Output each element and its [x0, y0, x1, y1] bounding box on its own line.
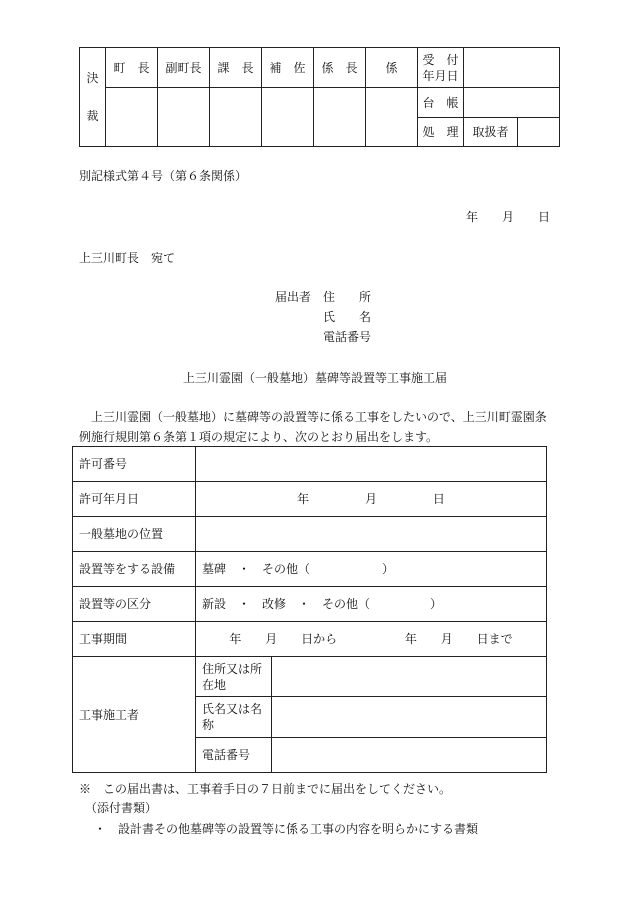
- received-date-value: [464, 48, 560, 88]
- category-label: 設置等の区分: [73, 587, 196, 622]
- contractor-address-label: 住所又は所 在地: [196, 657, 272, 697]
- attachments-heading: （添付書類）: [85, 801, 158, 815]
- body-line-2: 例施行規則第６条第１項の規定により、次のとおり届出をします。: [79, 430, 439, 444]
- main-form-table: [72, 446, 547, 773]
- form-title: 上三川霊園（一般墓地）墓碑等設置等工事施工届: [182, 371, 447, 385]
- period-field[interactable]: 年 月 日から 年 月 日まで: [196, 622, 547, 657]
- body-text: [79, 407, 549, 447]
- body-line-1: 上三川霊園（一般墓地）に墓碑等の設置等に係る工事をしたいので、上三川町霊園条: [91, 410, 547, 424]
- form-number: 別記様式第４号（第６条関係）: [79, 169, 248, 183]
- location-field[interactable]: [196, 517, 547, 552]
- addressee: 上三川町長 宛て: [79, 251, 176, 265]
- contractor-name-field[interactable]: [272, 697, 547, 738]
- stamp-deputy-mayor: [158, 88, 210, 147]
- handler-label: 取扱者: [464, 118, 518, 147]
- role-staff: 係: [366, 48, 418, 88]
- received-date-label: 受 付 年月日: [418, 48, 464, 88]
- applicant-phone-label: 電話番号: [323, 330, 372, 344]
- permit-number-label: 許可番号: [73, 447, 196, 482]
- applicant-name-label: 氏 名: [323, 310, 372, 324]
- ledger-value: [464, 88, 560, 118]
- role-deputy-mayor: 副町長: [158, 48, 210, 88]
- kessai-cell: [80, 48, 106, 147]
- ledger-label: 台 帳: [418, 88, 464, 118]
- location-label: 一般墓地の位置: [73, 517, 196, 552]
- applicant-address-label: 住 所: [323, 290, 372, 304]
- applicant-label: 届出者: [275, 290, 312, 304]
- approval-table: [79, 47, 560, 147]
- stamp-assistant: [262, 88, 314, 147]
- permit-date-field[interactable]: 年 月 日: [196, 482, 547, 517]
- stamp-section-chief: [210, 88, 262, 147]
- permit-number-field[interactable]: [196, 447, 547, 482]
- role-sub-chief: 係 長: [314, 48, 366, 88]
- handler-value: [518, 118, 560, 147]
- contractor-name-label: 氏名又は名 称: [196, 697, 272, 738]
- period-label: 工事期間: [73, 622, 196, 657]
- contractor-phone-field[interactable]: [272, 738, 547, 773]
- contractor-phone-label: 電話番号: [196, 738, 272, 773]
- processing-label: 処 理: [418, 118, 464, 147]
- equipment-options[interactable]: 墓碑 ・ その他（ ）: [196, 552, 547, 587]
- role-assistant: 補 佐: [262, 48, 314, 88]
- contractor-label: 工事施工者: [73, 657, 196, 773]
- stamp-staff: [366, 88, 418, 147]
- role-mayor: 町 長: [106, 48, 158, 88]
- kessai-char-1: 決: [86, 71, 99, 85]
- role-section-chief: 課 長: [210, 48, 262, 88]
- permit-date-label: 許可年月日: [73, 482, 196, 517]
- submission-date: 年 月 日: [466, 210, 551, 224]
- stamp-mayor: [106, 88, 158, 147]
- equipment-label: 設置等をする設備: [73, 552, 196, 587]
- attachment-item: ・ 設計書その他墓碑等の設置等に係る工事の内容を明らかにする書類: [94, 822, 479, 836]
- contractor-address-field[interactable]: [272, 657, 547, 697]
- stamp-sub-chief: [314, 88, 366, 147]
- deadline-note: ※ この届出書は、工事着手日の７日前までに届出をしてください。: [79, 782, 452, 796]
- category-options[interactable]: 新設 ・ 改修 ・ その他（ ）: [196, 587, 547, 622]
- kessai-char-2: 裁: [86, 109, 99, 123]
